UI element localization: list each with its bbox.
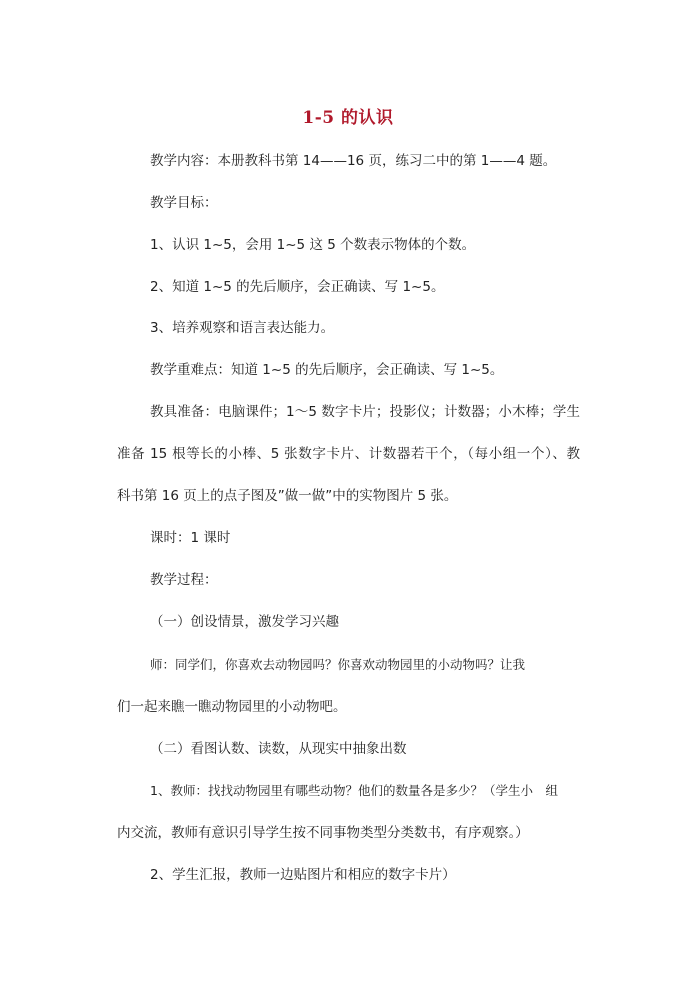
- step-1-line-1: 1、教师：找找动物园里有哪些动物？他们的数量各是多少？（学生小 组: [150, 783, 558, 798]
- teaching-process-heading: 教学过程：: [150, 572, 218, 588]
- class-hours-line: 课时：1 课时: [150, 530, 231, 546]
- teaching-content-line: 教学内容：本册教科书第 14——16 页，练习二中的第 1——4 题。: [150, 153, 557, 169]
- teaching-aids-line-1: 教具准备：电脑课件；1～5 数字卡片；投影仪；计数器；小木棒；学生: [150, 404, 580, 420]
- teaching-aids-line-3: 科书第 16 页上的点子图及”做一做”中的实物图片 5 张。: [117, 488, 458, 504]
- goal-item-3: 3、培养观察和语言表达能力。: [150, 320, 335, 336]
- step-1-line-2: 内交流，教师有意识引导学生按不同事物类型分类数书，有序观察。）: [117, 825, 529, 841]
- teacher-speech-line-1: 师：同学们，你喜欢去动物园吗？你喜欢动物园里的小动物吗？让我: [150, 657, 526, 672]
- teaching-goals-heading: 教学目标：: [150, 195, 218, 211]
- goal-item-2: 2、知道 1~5 的先后顺序，会正确读、写 1~5。: [150, 279, 445, 295]
- teaching-aids-line-2: 准备 15 根等长的小棒、5 张数字卡片、计数器若干个，（每小组一个）、教: [117, 446, 580, 462]
- document-title: 1-5 的认识: [302, 108, 394, 128]
- goal-item-1: 1、认识 1~5，会用 1~5 这 5 个数表示物体的个数。: [150, 237, 476, 253]
- section-one-heading: （一）创设情景，激发学习兴趣: [150, 614, 339, 630]
- teacher-speech-line-2: 们一起来瞧一瞧动物园里的小动物吧。: [117, 699, 347, 715]
- step-2-line: 2、学生汇报，教师一边贴图片和相应的数字卡片）: [150, 867, 456, 883]
- key-difficulty-line: 教学重难点：知道 1~5 的先后顺序，会正确读、写 1~5。: [150, 362, 504, 378]
- section-two-heading: （二）看图认数、读数，从现实中抽象出数: [150, 741, 407, 757]
